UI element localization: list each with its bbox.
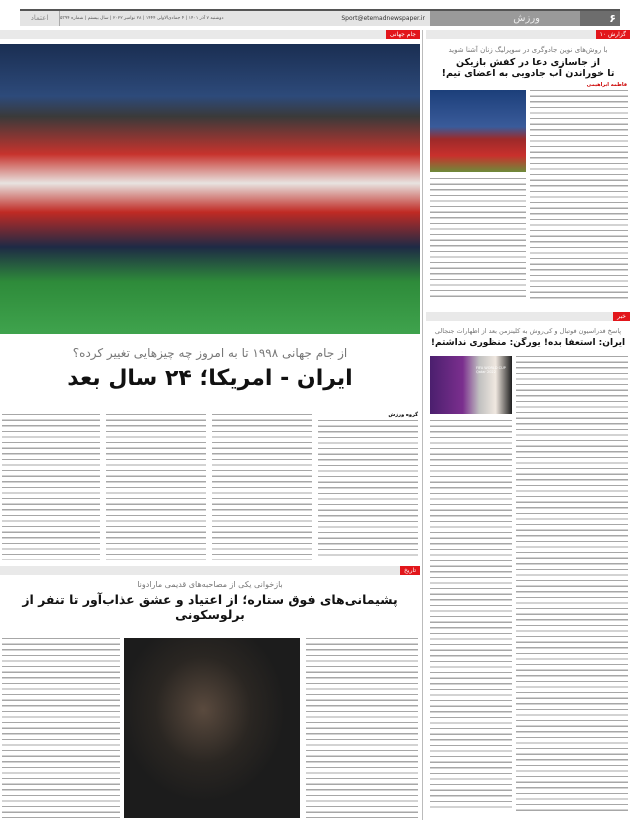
headline: پشیمانی‌های فوق ستاره؛ از اعتیاد و عشق عذاب‌آور تا تنفر از برلوسکونی bbox=[22, 592, 398, 622]
news-section bbox=[426, 312, 630, 820]
page-number: ۶ bbox=[580, 11, 620, 26]
subtitle: با روش‌های نوین جادوگری در سوپرلیگ زنان آشنا شوید bbox=[448, 46, 608, 54]
section-tag: تاریخ bbox=[400, 566, 420, 575]
article-text bbox=[212, 414, 312, 560]
team-photo bbox=[0, 44, 420, 334]
report-section bbox=[426, 30, 630, 310]
article-text bbox=[516, 356, 628, 812]
column-divider bbox=[422, 30, 423, 820]
article-text bbox=[530, 90, 628, 300]
news-photo bbox=[430, 356, 512, 414]
section-tag: خبر bbox=[613, 312, 630, 321]
subtitle: از جام جهانی ۱۹۹۸ تا به امروز چه چیزهایی تغییر کرده؟ bbox=[72, 346, 348, 360]
page-header bbox=[20, 9, 620, 26]
article-text bbox=[318, 420, 418, 560]
article-text bbox=[430, 178, 526, 300]
article-text bbox=[430, 420, 512, 812]
photo-caption: FIFA WORLD CUP Qatar 2022 bbox=[476, 366, 506, 374]
section-name: ورزش bbox=[430, 11, 580, 26]
headline: ایران - امریکا؛ ۲۴ سال بعد bbox=[67, 366, 353, 391]
article-text bbox=[2, 414, 100, 560]
issue-date: دوشنبه ۷ آذر ۱۴۰۱ | ۴ جمادی‌الاولی ۱۴۴۴ | ۲۸ نوامبر ۲۰۲۲ | سال بیستم | شماره ۵۳۹۴ bbox=[60, 16, 224, 21]
section-tag: گزارش ۱۰ bbox=[596, 30, 630, 39]
article-text bbox=[106, 414, 206, 560]
logo: اعتماد bbox=[20, 11, 60, 26]
history-section bbox=[0, 566, 420, 820]
maradona-photo bbox=[124, 638, 300, 818]
subtitle: پاسخ فدراسیون فوتبال و کی‌روش به کلینزمن بعد از اظهارات جنجالی bbox=[434, 327, 622, 335]
subtitle: بازخوانی یکی از مصاحبه‌های قدیمی مارادونا bbox=[137, 580, 283, 589]
article-text bbox=[2, 638, 120, 818]
byline: گروه ورزش bbox=[388, 412, 418, 418]
headline: ایران: استعفا بده! یورگن: منظوری نداشتم! bbox=[430, 338, 626, 348]
email[interactable]: Sport@etemadnewspaper.ir bbox=[341, 15, 425, 22]
article-text bbox=[306, 638, 418, 818]
author: فاطمه ابراهیمی bbox=[586, 82, 627, 88]
main-section bbox=[0, 30, 420, 418]
headline: تا خوراندن آب جادویی به اعضای تیم! bbox=[441, 68, 615, 79]
report-photo bbox=[430, 90, 526, 172]
headline: از جاسازی دعا در کفش بازیکن bbox=[455, 57, 601, 68]
section-tag: جام جهانی bbox=[386, 30, 420, 39]
